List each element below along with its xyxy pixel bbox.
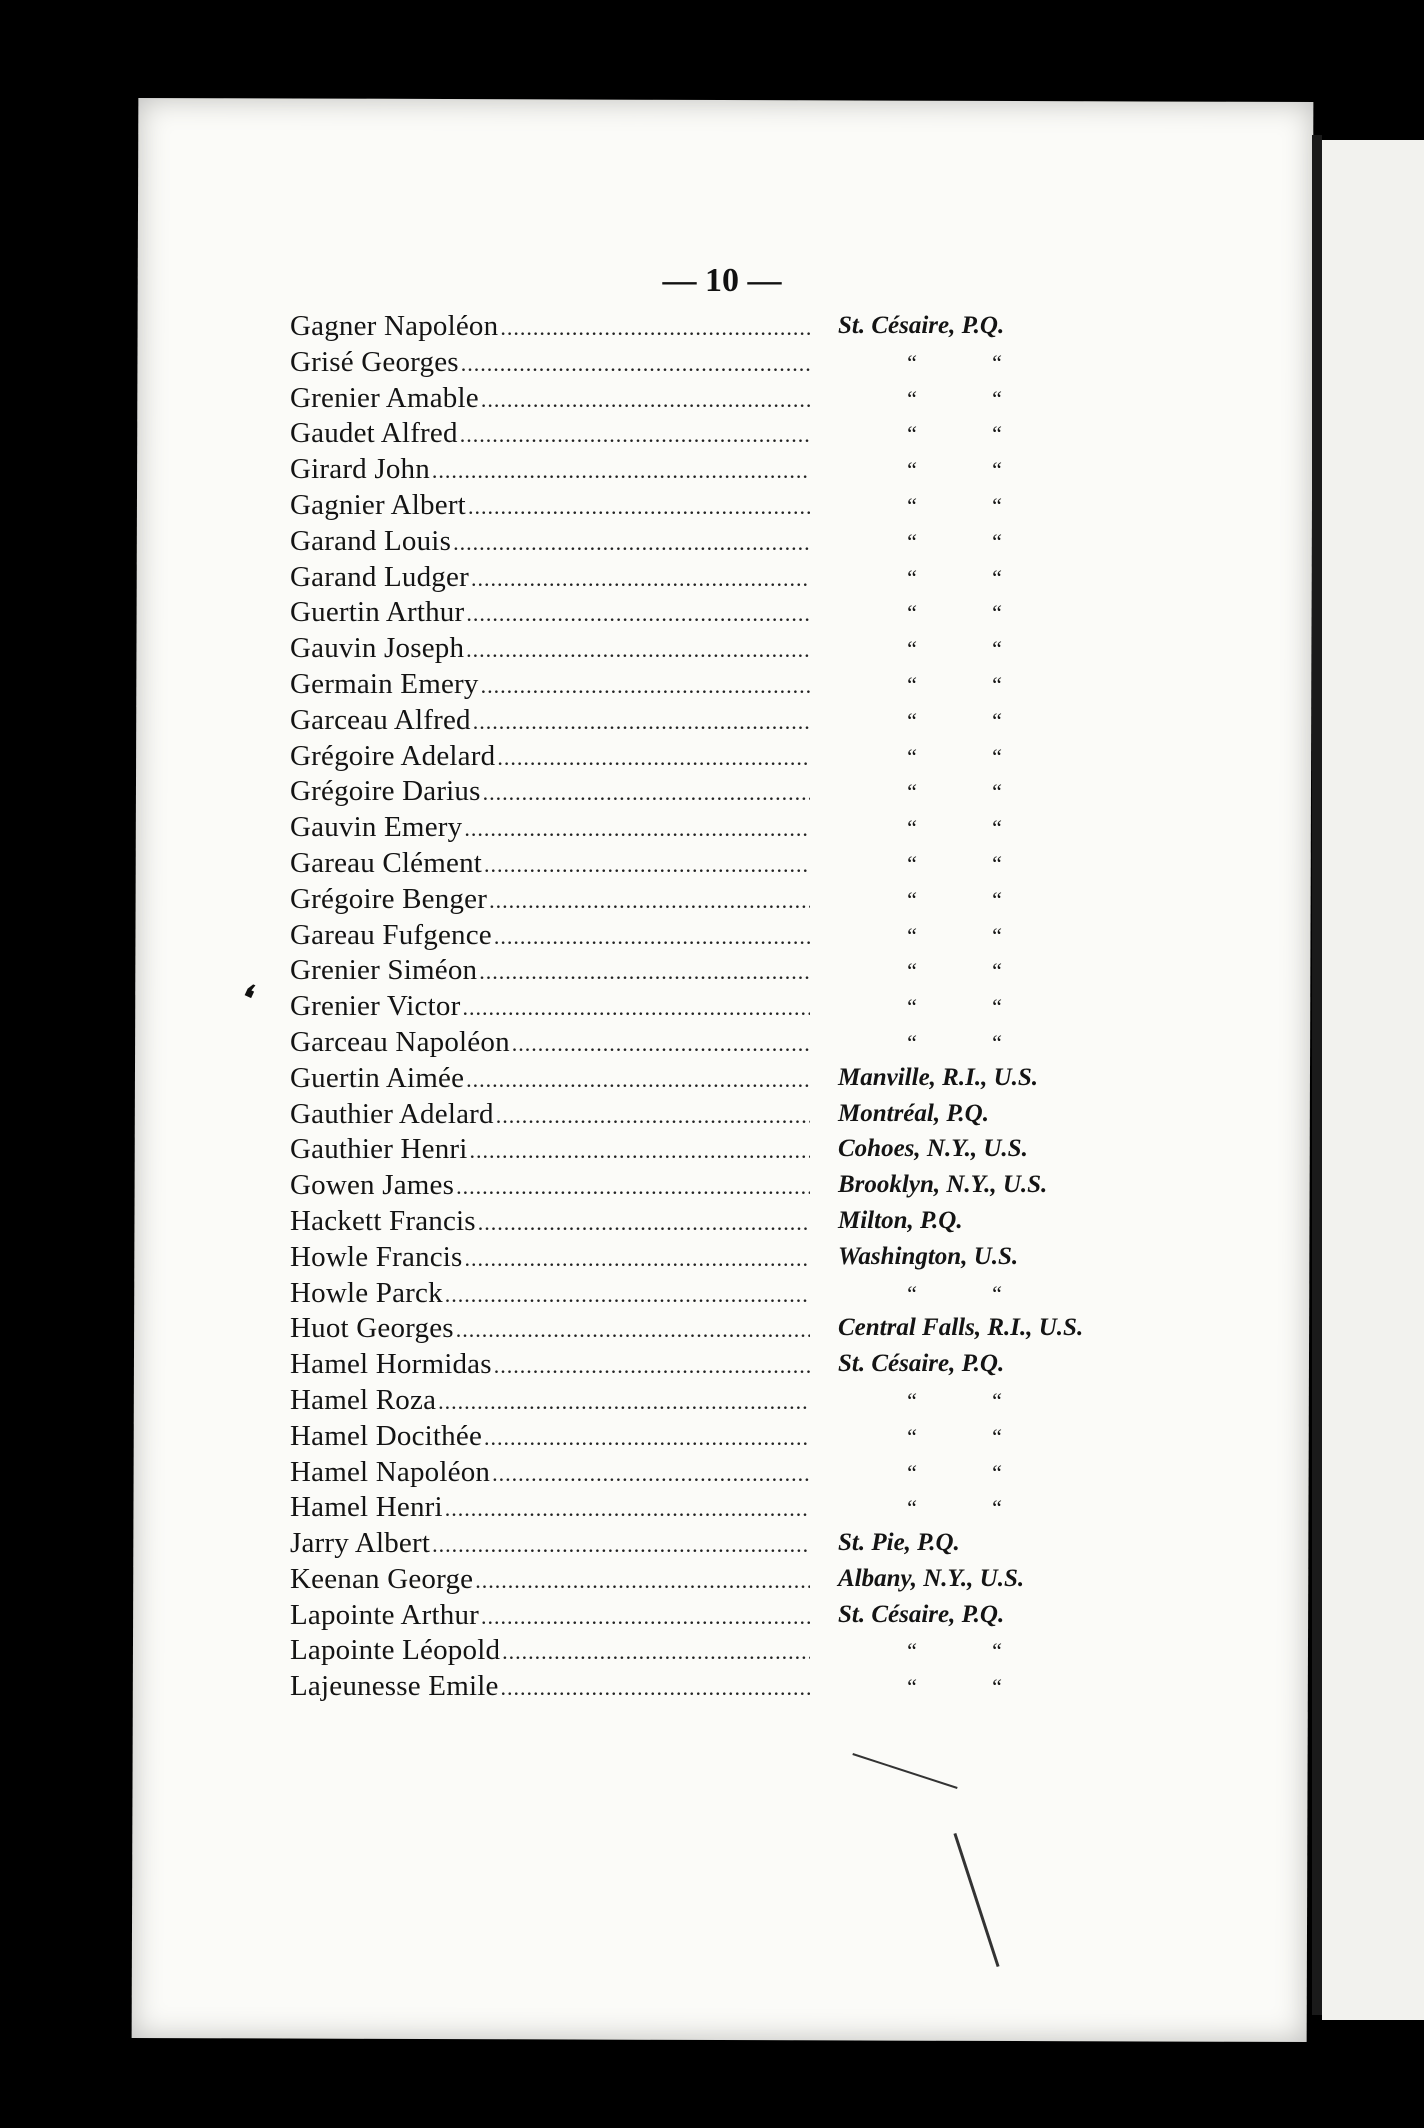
dot-leader [473,709,810,735]
list-item [290,1348,1170,1384]
person-name: Hackett Francis [290,1204,476,1237]
list-item [290,1169,1170,1205]
ditto-mark: “ [990,815,1003,841]
person-name: Grenier Siméon [290,954,478,987]
name-with-leader [290,1563,810,1596]
ditto-mark: “ [990,528,1003,554]
person-name: Hamel Hormidas [290,1348,492,1381]
person-name: Gauvin Emery [290,811,463,844]
person-name: Lapointe Arthur [290,1598,480,1631]
name-with-leader [290,704,810,737]
place-of-residence: St. Césaire, P.Q. [838,312,1005,339]
dot-leader [478,1210,810,1236]
name-with-leader [290,346,810,379]
person-name: Garceau Napoléon [290,1025,510,1058]
person-name: Howle Francis [290,1240,463,1273]
ditto-mark: “ [905,1387,918,1413]
dot-leader [497,745,810,771]
dot-leader [468,494,810,520]
person-name: Garceau Alfred [290,703,471,736]
list-item [290,1277,1170,1313]
dot-leader [453,530,810,556]
ditto-mark: “ [905,1423,918,1449]
list-item [290,1133,1170,1169]
ditto-mark: “ [990,1387,1003,1413]
name-with-leader [290,1491,810,1524]
ditto-mark: “ [990,850,1003,876]
dot-leader [445,1496,810,1522]
ditto-mark: “ [905,349,918,375]
name-with-leader [290,1312,810,1345]
name-with-leader [290,811,810,844]
ditto-mark: “ [990,564,1003,590]
ditto-mark: “ [990,492,1003,518]
name-with-leader [290,561,810,594]
dot-leader [481,1604,810,1630]
ink-mark: ❛ [231,975,262,1022]
name-with-leader [290,1026,810,1059]
list-item [290,310,1170,346]
list-item [290,1599,1170,1635]
person-name: Germain Emery [290,667,479,700]
ditto-mark: “ [905,1638,918,1664]
ditto-mark: “ [990,671,1003,697]
dot-leader [500,315,810,341]
dot-leader [501,1675,810,1701]
name-with-leader [290,1527,810,1560]
page-number: — 10 — [662,262,782,299]
dot-leader [475,1568,810,1594]
list-item [290,740,1170,776]
dot-leader [494,924,810,950]
ditto-mark: “ [905,1280,918,1306]
name-with-leader [290,1599,810,1632]
person-name: Garand Louis [290,524,452,557]
ditto-mark: “ [990,707,1003,733]
person-name: Grenier Victor [290,990,461,1023]
ditto-mark: “ [990,349,1003,375]
name-with-leader [290,668,810,701]
name-with-leader [290,740,810,773]
ditto-mark: “ [905,600,918,626]
list-item [290,561,1170,597]
ditto-mark: “ [905,1674,918,1700]
dot-leader [470,1138,810,1164]
name-with-leader [290,919,810,952]
dot-leader [489,888,810,914]
ditto-mark: “ [990,600,1003,626]
ditto-mark: “ [990,779,1003,805]
name-with-leader [290,1670,810,1703]
name-with-leader [290,1384,810,1417]
name-with-leader [290,310,810,343]
place-of-residence: Montréal, P.Q. [838,1099,989,1127]
ditto-mark: “ [905,671,918,697]
list-item [290,1205,1170,1241]
dot-leader [432,458,810,484]
list-item [290,1241,1170,1277]
ditto-mark: “ [990,1674,1003,1700]
ditto-mark: “ [905,994,918,1020]
person-name: Guertin Arthur [290,596,465,629]
person-name: Grenier Amable [290,381,479,414]
name-with-leader [290,1348,810,1381]
name-with-leader [290,990,810,1023]
dot-leader [483,780,810,806]
person-name: Gagnier Albert [290,488,466,521]
adjacent-page-edge [1322,140,1424,2020]
dot-leader [484,852,810,878]
list-item [290,489,1170,525]
dot-leader [479,959,810,985]
list-item [290,775,1170,811]
place-of-residence: St. Césaire, P.Q. [838,1600,1005,1628]
ditto-mark: “ [905,421,918,447]
name-with-leader [290,954,810,987]
list-item [290,596,1170,632]
name-with-leader [290,775,810,808]
list-item [290,1026,1170,1062]
list-item [290,1062,1170,1098]
name-with-leader [290,417,810,450]
name-with-leader [290,883,810,916]
name-with-leader [290,1277,810,1310]
person-name: Lapointe Léopold [290,1634,501,1667]
dot-leader [502,1639,810,1665]
ditto-mark: “ [990,743,1003,769]
ditto-mark: “ [990,994,1003,1020]
name-with-leader [290,489,810,522]
list-item [290,668,1170,704]
name-with-leader [290,1456,810,1489]
ditto-mark: “ [905,528,918,554]
ditto-mark: “ [905,564,918,590]
dot-leader [466,1067,810,1093]
ditto-mark: “ [905,1495,918,1521]
ditto-mark: “ [905,636,918,662]
list-item [290,811,1170,847]
ditto-mark: “ [990,421,1003,447]
list-item [290,632,1170,668]
name-with-leader [290,1133,810,1166]
ditto-mark: “ [905,779,918,805]
ditto-mark: “ [990,922,1003,948]
list-item [290,919,1170,955]
name-with-leader [290,1062,810,1095]
list-item [290,1670,1170,1706]
dot-leader [438,1389,810,1415]
ditto-mark: “ [905,886,918,912]
person-name: Gareau Fufgence [290,918,492,951]
name-with-leader [290,1634,810,1667]
list-item [290,704,1170,740]
person-name: Jarry Albert [290,1527,431,1560]
name-with-leader [290,382,810,415]
place-of-residence: Albany, N.Y., U.S. [838,1564,1025,1592]
ditto-mark: “ [905,707,918,733]
ditto-mark: “ [990,886,1003,912]
place-of-residence: Brooklyn, N.Y., U.S. [838,1171,1048,1199]
dot-leader [465,1246,810,1272]
person-name: Gowen James [290,1169,455,1202]
ditto-mark: “ [905,743,918,769]
ditto-mark: “ [905,958,918,984]
ditto-mark: “ [905,492,918,518]
person-name: Gauvin Joseph [290,632,465,665]
dot-leader [445,1282,810,1308]
dot-leader [466,601,810,627]
place-of-residence: St. Pie, P.Q. [838,1529,960,1557]
list-item [290,525,1170,561]
name-with-leader [290,632,810,665]
ditto-mark: “ [905,815,918,841]
dot-leader [460,422,810,448]
person-name: Gaudet Alfred [290,417,458,450]
ditto-mark: “ [905,1459,918,1485]
dot-leader [462,995,810,1021]
page-gutter [1312,135,1322,2015]
person-name: Howle Parck [290,1276,443,1309]
ditto-mark: “ [990,1423,1003,1449]
person-name: Lajeunesse Emile [290,1670,499,1703]
ditto-mark: “ [905,385,918,411]
ditto-mark: “ [905,922,918,948]
name-list [290,310,1170,1706]
ditto-mark: “ [990,636,1003,662]
list-item [290,990,1170,1026]
place-of-residence: Washington, U.S. [838,1242,1019,1270]
list-item [290,1563,1170,1599]
person-name: Hamel Roza [290,1383,437,1416]
person-name: Keenan George [290,1562,474,1595]
person-name: Garand Ludger [290,560,469,593]
ditto-mark: “ [990,1495,1003,1521]
ditto-mark: “ [990,1029,1003,1055]
person-name: Hamel Henri [290,1491,443,1524]
person-name: Grégoire Adelard [290,739,496,772]
dot-leader [432,1532,810,1558]
list-item [290,1098,1170,1134]
list-item [290,1634,1170,1670]
place-of-residence: Manville, R.I., U.S. [838,1063,1039,1091]
dot-leader [481,673,810,699]
name-with-leader [290,596,810,629]
name-with-leader [290,1420,810,1453]
list-item [290,382,1170,418]
name-with-leader [290,847,810,880]
list-item [290,1420,1170,1456]
dot-leader [494,1353,810,1379]
name-with-leader [290,453,810,486]
person-name: Gauthier Henri [290,1133,468,1166]
list-item [290,417,1170,453]
place-of-residence: Cohoes, N.Y., U.S. [838,1135,1028,1163]
dot-leader [496,1103,810,1129]
ditto-mark: “ [990,1459,1003,1485]
dot-leader [461,351,810,377]
ditto-mark: “ [990,1280,1003,1306]
person-name: Guertin Aimée [290,1061,465,1094]
dot-leader [456,1174,810,1200]
person-name: Huot Georges [290,1312,454,1345]
dot-leader [456,1317,810,1343]
person-name: Hamel Docithée [290,1419,483,1452]
name-with-leader [290,525,810,558]
list-item [290,1384,1170,1420]
ditto-mark: “ [905,457,918,483]
dot-leader [471,566,810,592]
dot-leader [466,637,810,663]
ditto-mark: “ [990,1638,1003,1664]
ditto-mark: “ [905,1029,918,1055]
ditto-mark: “ [990,457,1003,483]
dot-leader [492,1461,810,1487]
list-item [290,346,1170,382]
list-item [290,883,1170,919]
list-item [290,1491,1170,1527]
ditto-mark: “ [990,385,1003,411]
person-name: Gauthier Adelard [290,1097,494,1130]
place-of-residence: Milton, P.Q. [838,1206,963,1234]
dot-leader [464,816,810,842]
list-item [290,1312,1170,1348]
name-with-leader [290,1205,810,1238]
dot-leader [512,1031,810,1057]
dot-leader [484,1425,810,1451]
place-of-residence: Central Falls, R.I., U.S. [838,1314,1084,1342]
person-name: Gagner Napoléon [290,310,499,342]
ditto-mark: “ [905,850,918,876]
list-item [290,847,1170,883]
name-with-leader [290,1169,810,1202]
list-item [290,954,1170,990]
person-name: Grégoire Benger [290,882,488,915]
person-name: Gareau Clément [290,846,483,879]
list-item [290,1527,1170,1563]
ditto-mark: “ [990,958,1003,984]
name-with-leader [290,1241,810,1274]
person-name: Girard John [290,453,430,486]
list-item [290,453,1170,489]
name-with-leader [290,1098,810,1131]
place-of-residence: St. Césaire, P.Q. [838,1350,1005,1378]
person-name: Grisé Georges [290,345,459,378]
person-name: Grégoire Darius [290,775,481,808]
list-item [290,1456,1170,1492]
dot-leader [481,387,810,413]
person-name: Hamel Napoléon [290,1455,491,1488]
